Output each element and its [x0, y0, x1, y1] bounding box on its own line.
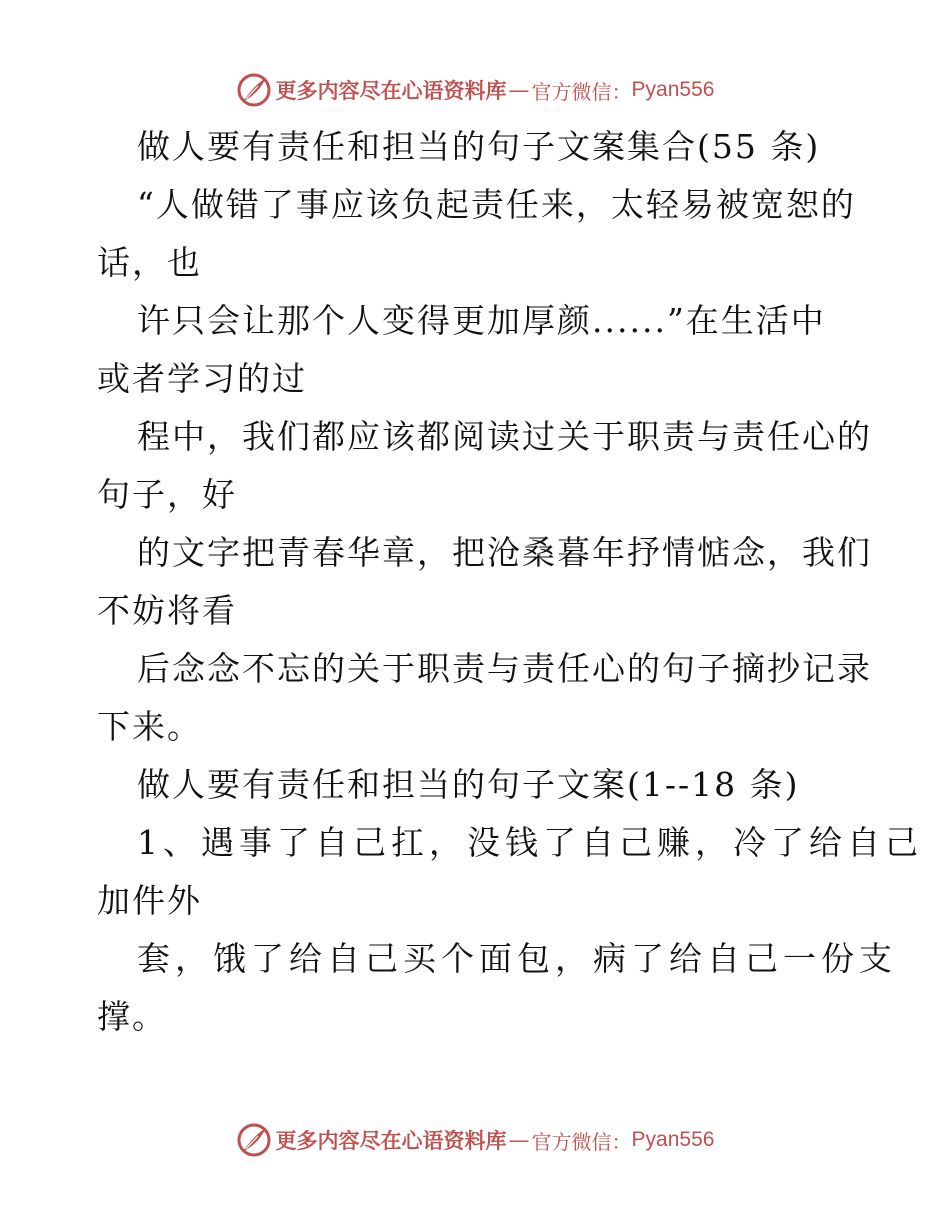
body-line: 后念念不忘的关于职责与责任心的句子摘抄记录	[137, 649, 872, 688]
body-line: “人做错了事应该负起责任来，太轻易被宽恕的	[137, 185, 856, 224]
body-line: 的文字把青春华章，把沧桑暮年抒情惦念，我们	[137, 533, 872, 572]
footer-wechat-label: 官方微信：	[531, 1129, 632, 1154]
footer-banner	[0, 1120, 950, 1160]
body-line: 句子，好	[97, 475, 237, 514]
body-line: 话，也	[97, 243, 202, 282]
feather-pen-logo-icon	[236, 1122, 272, 1158]
header-dash: —	[508, 78, 530, 102]
body-line: 下来。	[97, 707, 202, 746]
body-line: 许只会让那个人变得更加厚颜......”在生活中	[137, 301, 826, 340]
footer-wechat-id: Pyan556	[631, 1128, 715, 1151]
body-line: 套，饿了给自己买个面包，病了给自己一份支	[137, 939, 897, 978]
body-line: 撑。	[97, 997, 167, 1036]
body-line: 1、遇事了自己扛，没钱了自己赚，冷了给自己	[137, 823, 923, 862]
header-wechat-label: 官方微信：	[531, 79, 632, 104]
body-line: 程中，我们都应该都阅读过关于职责与责任心的	[137, 417, 872, 456]
body-line: 不妨将看	[97, 591, 237, 630]
document-title: 做人要有责任和担当的句子文案集合(55 条)	[137, 127, 821, 166]
header-wechat-id: Pyan556	[631, 78, 715, 101]
header-slogan: 更多内容尽在心语资料库	[275, 78, 507, 103]
footer-slogan: 更多内容尽在心语资料库	[275, 1128, 507, 1153]
document-body	[97, 118, 923, 1046]
footer-dash: —	[508, 1128, 530, 1152]
section-heading: 做人要有责任和担当的句子文案(1--18 条)	[137, 765, 800, 804]
body-line: 加件外	[97, 881, 202, 920]
body-line: 或者学习的过	[97, 359, 307, 398]
feather-pen-logo-icon	[236, 72, 272, 108]
header-banner	[0, 70, 950, 110]
